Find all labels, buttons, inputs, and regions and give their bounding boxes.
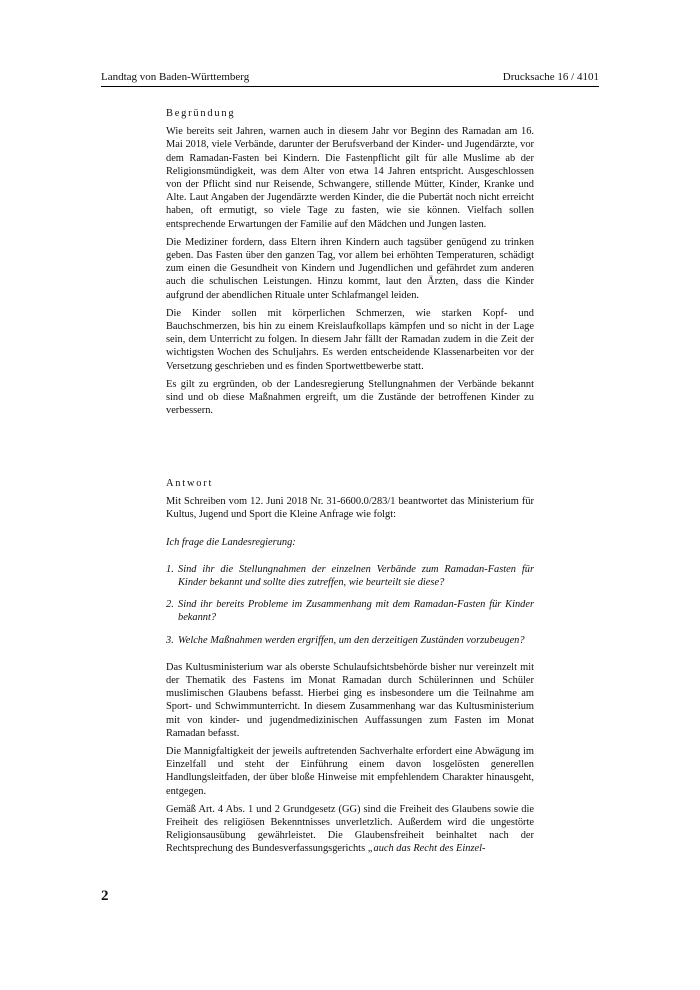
begruendung-paragraph: Es gilt zu ergründen, ob der Landesregierung Stellungnahmen der Verbände bekannt sind und ob diese Maßnahmen ergreift, um die Zustände der betroffenen Kinder zu verbessern. xyxy=(166,378,534,417)
antwort-paragraph-last xyxy=(166,803,534,856)
begruendung-paragraph: Die Kinder sollen mit körperlichen Schmerzen, wie starken Kopf- und Bauchschmerzen, bis hin zu einem Kreislaufkollaps kämpfen und so nicht in der Lage sein, dem Unterricht zu folgen. In diesem Jahr fällt der Ramadan zudem in die Zeit der wichtigsten Wochen des Schuljahrs. Es werden entscheidende Klassenarbeiten vor der Versetzung geschrieben und es finden Sportwettbewerbe statt. xyxy=(166,307,534,372)
begruendung-section xyxy=(166,107,534,422)
begruendung-paragraph: Wie bereits seit Jahren, warnen auch in diesem Jahr vor Beginn des Ramadan am 16. Mai 2018, viele Verbände, darunter der Berufsverband der Kinder- und Jugendärzte, vor dem Ramadan-Fasten bei Kindern. Die Fastenpflicht gilt für alle Muslime ab der Religionsmündigkeit, was dem Alter von etwa 14 Jahren entspricht. Ausgeschlossen von der Pflicht sind nur Reisende, Schwangere, stillende Mütter, Kinder, Kranke und Alte. Laut Angaben der Jugendärzte werden Kinder, die die Pubertät noch nicht erreicht haben, oft ermutigt, so viele Tage zu fasten, wie sie können. Vielfach sollen entsprechende Erwartungen der Familie auf den Mädchen und Jungen lasten. xyxy=(166,126,534,230)
page-header xyxy=(101,70,599,87)
question-number: 3. xyxy=(166,634,174,646)
question-text: Sind ihr bereits Probleme im Zusammenhang mit dem Ramadan-Fasten für Kinder bekannt? xyxy=(178,599,534,624)
question-lead: Ich frage die Landesregierung: xyxy=(166,536,296,548)
question-item xyxy=(166,598,534,624)
last-paragraph-text: Gemäß Art. 4 Abs. 1 und 2 Grundgesetz (GG) sind die Freiheit des Glaubens sowie die Freiheit des religiösen Bekenntnisses unverletzlich. Außerdem wird die ungestörte Religionsausübung gewährleistet. Die Glaubensfreiheit beinhaltet nach der Rechtsprechung des Bundesverfassungsgerichts xyxy=(166,803,534,855)
question-list xyxy=(166,563,534,647)
begruendung-heading: Begründung xyxy=(166,108,236,119)
question-item xyxy=(166,563,534,589)
question-number: 1. xyxy=(166,563,174,575)
antwort-section xyxy=(166,477,534,861)
question-number: 2. xyxy=(166,599,174,611)
antwort-heading: Antwort xyxy=(166,478,214,489)
antwort-paragraph: Das Kultusministerium war als oberste Schulaufsichtsbehörde bisher nur vereinzelt mit der Thematik des Fastens im Monat Ramadan durch Schülerinnen und Schüler muslimischen Glaubens befasst. Hierbei ging es insbesondere um die Teilnahme am Sport- und Schwimmunterricht. In diesem Zusammenhang war das Kultusministerium mit von kinder- und jugendmedizinischen Auffassungen zum Fasten im Monat Ramadan befasst. xyxy=(166,661,534,739)
antwort-paragraph: Die Mannigfaltigkeit der jeweils auftretenden Sachverhalte erfordert eine Abwägung im Einzelfall und steht der Einführung einem davon losgelösten generellen Handlungsleitfaden, der über bloße Hinweise mit empfehlendem Charakter hinausgeht, entgegen. xyxy=(166,746,534,797)
header-parliament: Landtag von Baden-Württemberg xyxy=(101,71,250,83)
begruendung-paragraph: Die Mediziner fordern, dass Eltern ihren Kindern auch tagsüber genügend zu trinken geben. Das Fasten über den ganzen Tag, vor allem bei erhöhten Temperaturen, schädigt zum einen die Gesundheit von Kindern und Jugendlichen und gefährdet zum anderen auch die schulischen Leistungen. Hinzu kommt, laut den Ärzten, dass die Kinder aufgrund der abendlichen Rituale unter Schlafmangel leiden. xyxy=(166,236,534,301)
question-text: Sind ihr die Stellungnahmen der einzelnen Verbände zum Ramadan-Fasten für Kinder bekannt und sollte dies zutreffen, wie beurteilt sie diese? xyxy=(178,563,534,589)
header-document-number: Drucksache 16 / 4101 xyxy=(502,71,599,83)
question-item xyxy=(166,634,534,647)
antwort-intro: Mit Schreiben vom 12. Juni 2018 Nr. 31-6600.0/283/1 beantwortet das Ministerium für Kultus, Jugend und Sport die Kleine Anfrage wie folgt: xyxy=(166,496,534,521)
page-number: 2 xyxy=(101,888,109,904)
last-paragraph-quote: „auch das Recht des Einzel- xyxy=(367,843,486,855)
question-text: Welche Maßnahmen werden ergriffen, um den derzeitigen Zuständen vorzubeugen? xyxy=(178,634,525,646)
